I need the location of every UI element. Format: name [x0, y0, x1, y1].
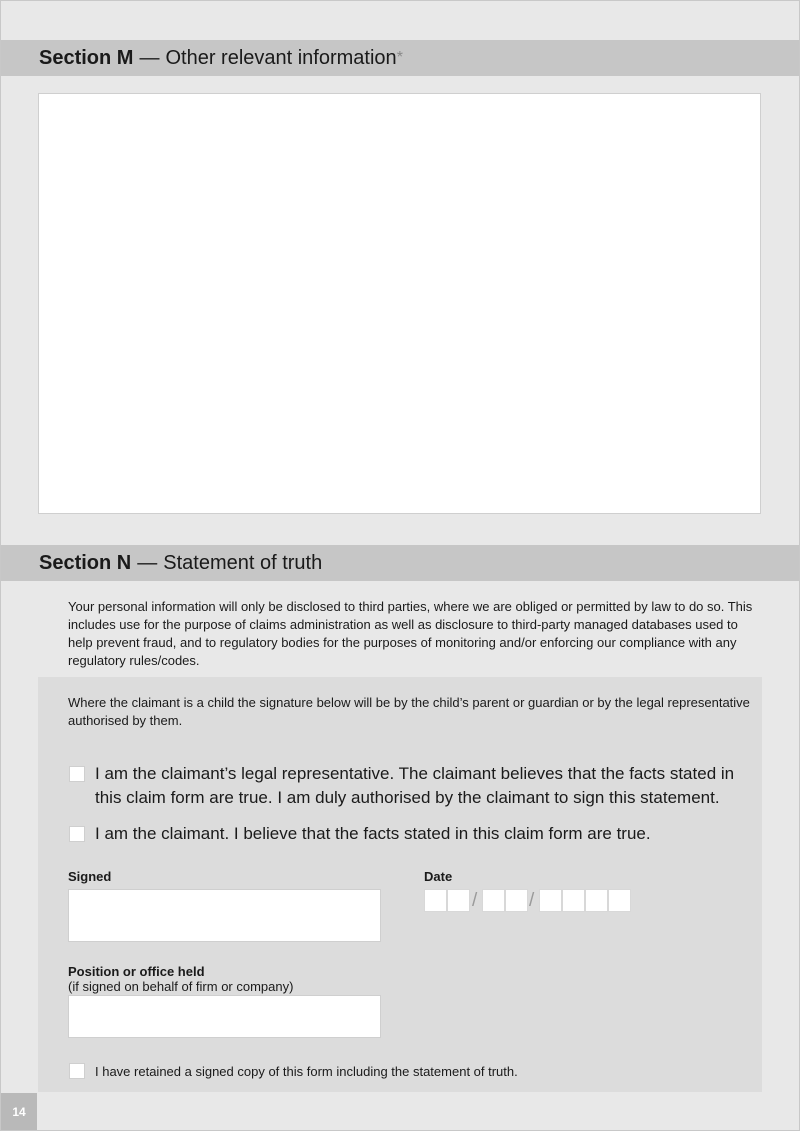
position-label: Position or office held — [68, 964, 205, 979]
section-m-dash: — — [139, 46, 160, 69]
section-m-header — [1, 40, 799, 76]
section-n-header — [1, 545, 799, 581]
signed-label: Signed — [68, 869, 112, 884]
position-sublabel: (if signed on behalf of firm or company) — [68, 979, 294, 994]
position-field[interactable] — [68, 995, 381, 1038]
section-m-title: Other relevant information — [165, 46, 397, 69]
legal-representative-checkbox[interactable] — [69, 766, 85, 782]
section-n-dash: — — [137, 551, 158, 574]
date-month-field[interactable] — [482, 889, 528, 912]
claimant-checkbox[interactable] — [69, 826, 85, 842]
section-n-label: Section N — [39, 551, 132, 574]
date-cell[interactable] — [539, 889, 562, 912]
date-cell[interactable] — [447, 889, 470, 912]
section-m-label: Section M — [39, 46, 134, 69]
signature-field[interactable] — [68, 889, 381, 942]
page-number: 14 — [1, 1093, 37, 1130]
date-cell[interactable] — [585, 889, 608, 912]
claimant-option-label: I am the claimant. I believe that the facts stated in this claim form are true. — [95, 824, 651, 843]
date-day-field[interactable] — [424, 889, 470, 912]
privacy-notice: Your personal information will only be disclosed to third parties, where we are obliged or permitted by law to do so. This includes use for the purpose of claims administration as well as disclosure to third-party managed databases used to help prevent fraud, and to regulatory bodies for the purposes of monitoring and/or enforcing our compliance with any regulatory rules/codes. — [68, 599, 753, 668]
section-n-title: Statement of truth — [163, 551, 323, 574]
date-separator: / — [529, 890, 535, 911]
retained-copy-checkbox[interactable] — [69, 1063, 85, 1079]
other-information-textarea[interactable] — [38, 93, 761, 514]
legal-representative-option-label: I am the claimant’s legal representative. The claimant believes that the facts stated in this claim form are true. I am duly authorised by the claimant to sign this statement. — [95, 764, 735, 807]
child-claimant-note: Where the claimant is a child the signature below will be by the child’s parent or guardian or by the legal representative authorised by them. — [68, 695, 750, 728]
date-label: Date — [424, 869, 453, 884]
date-cell[interactable] — [562, 889, 585, 912]
date-cell[interactable] — [505, 889, 528, 912]
date-cell[interactable] — [608, 889, 631, 912]
date-year-field[interactable] — [539, 889, 631, 912]
required-asterisk: * — [396, 49, 403, 66]
retained-copy-label: I have retained a signed copy of this form including the statement of truth. — [95, 1064, 518, 1079]
date-cell[interactable] — [482, 889, 505, 912]
date-separator: / — [472, 890, 478, 911]
date-cell[interactable] — [424, 889, 447, 912]
